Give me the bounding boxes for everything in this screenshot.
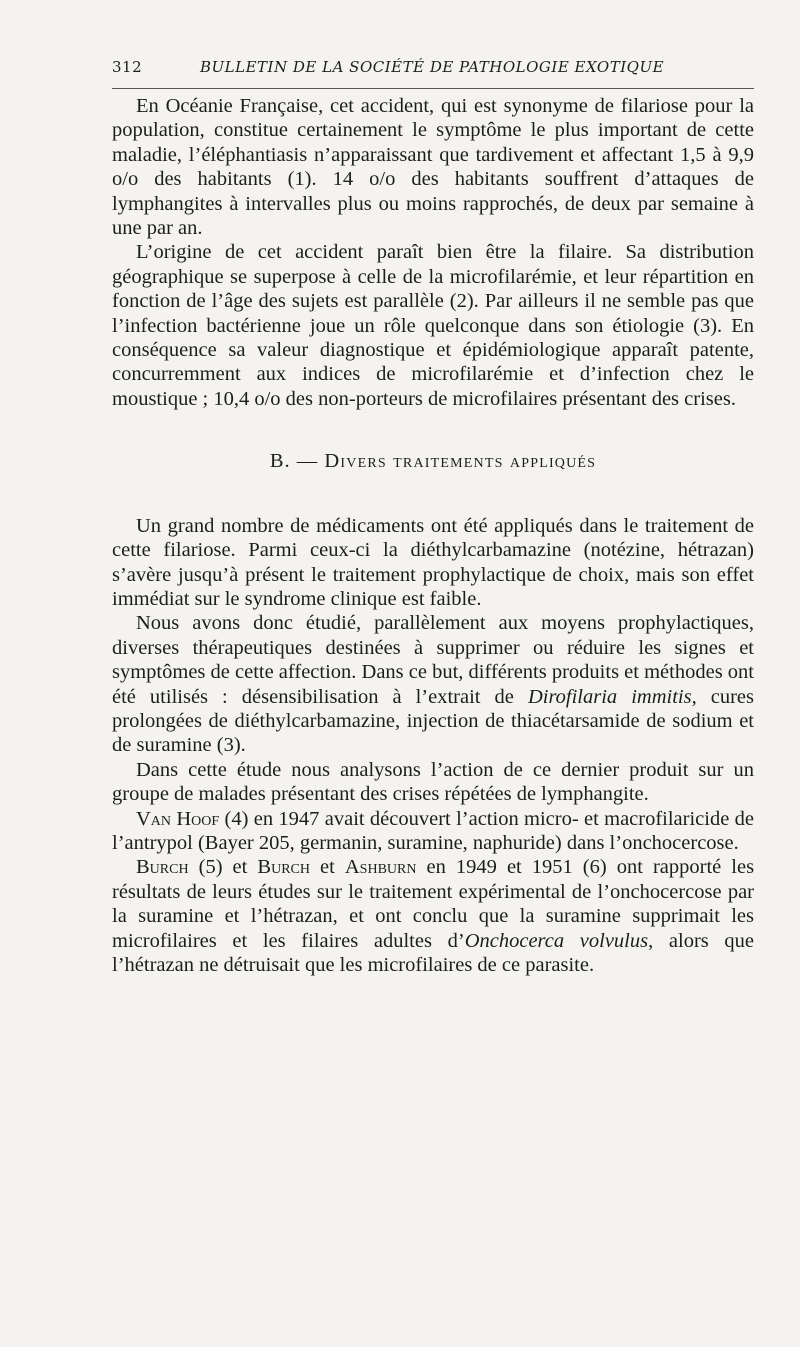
author-burch-2: Burch (257, 856, 310, 879)
p6-text: (4) en 1947 avait découvert l’action micro- et macrofilaricide de l’antrypol (Bayer 205, germanin, suramine, naphuride) dans l’onchocercose. (112, 807, 755, 854)
section-heading (112, 449, 754, 473)
p7-mid-1: (5) et (198, 856, 248, 879)
p7-text-after: , alors que l’hétrazan ne détruisait que les microfilaires de ce parasite. (112, 929, 755, 976)
page-number: 312 (112, 58, 143, 76)
author-burch-1: Burch (136, 856, 189, 879)
article-body (112, 94, 754, 977)
header-rule (112, 88, 754, 89)
author-van-hoof: Van Hoof (136, 807, 220, 830)
running-title: BULLETIN DE LA SOCIÉTÉ DE PATHOLOGIE EXOTIQUE (200, 58, 665, 76)
paragraph-etude: Dans cette étude nous analysons l’action de ce dernier produit sur un groupe de malades présentant des crises répétées de lymphangite. (112, 758, 754, 806)
paragraph-origine: L’origine de cet accident paraît bien être la filaire. Sa distribution géographique se superpose à celle de la microfilarémie, et leur répartition en fonction de l’âge des sujets est parallèle (2). Par ailleurs il ne semble pas que l’infection bactérienne joue un rôle quelconque dans son étiologie (3). En conséquence sa valeur diagnostique et épidémiologique apparaît patente, concurremment aux indices de microfilarémie et d’infection chez le moustique ; 10,4 o/o des non-porteurs de microfilaires présentant des crises. (112, 241, 754, 410)
paragraph-van-hoof (112, 807, 754, 856)
section-label: B. — (269, 450, 319, 473)
paragraph-medicaments: Un grand nombre de médicaments ont été appliqués dans le traitement de cette filariose. Parmi ceux-ci la diéthylcarbamazine (notézine, hétrazan) s’avère jusqu’à présent le traitement prophylactique de choix, mais son effet immédiat sur le syndrome clinique est faible. (112, 514, 754, 610)
paragraph-therapeutiques (112, 611, 754, 757)
p7-species-name: Onchocerca volvulus (464, 929, 649, 952)
p7-text-before: en 1949 et 1951 (6) ont rapporté les résultats de leurs études sur le traitement expérimental de l’onchocercose par la suramine et l’hétrazan, et ont conclu que la suramine supprimait les microfilaires et les filaires adultes d’ (112, 856, 755, 952)
p7-mid-2: et (320, 856, 335, 879)
p4-species-name: Dirofilaria immitis (527, 685, 692, 708)
p4-text-after: , cures prolongées de diéthylcarbamazine, injection de thiacétarsamide de sodium et de suramine (3). (112, 685, 754, 757)
paragraph-oceanie: En Océanie Française, cet accident, qui est synonyme de filariose pour la population, constitue certainement le symptôme le plus important de cette maladie, l’éléphantiasis n’apparaissant que tardivement et affectant 1,5 à 9,9 o/o des habitants (1). 14 o/o des habitants souffrent d’attaques de lymphangites à intervalles plus ou moins rapprochés, de deux par semaine à une par an. (112, 95, 754, 240)
paragraph-burch (112, 855, 754, 977)
p4-text-before: Nous avons donc étudié, parallèlement aux moyens prophylactiques, diverses thérapeutiques destinées à supprimer ou réduire les signes et symptômes de cette affection. Dans ce but, différents produits et méthodes ont été utilisés : désensibilisation à l’extrait de (112, 612, 754, 708)
section-title: Divers traitements appliqués (324, 450, 597, 473)
author-ashburn: Ashburn (344, 856, 417, 879)
